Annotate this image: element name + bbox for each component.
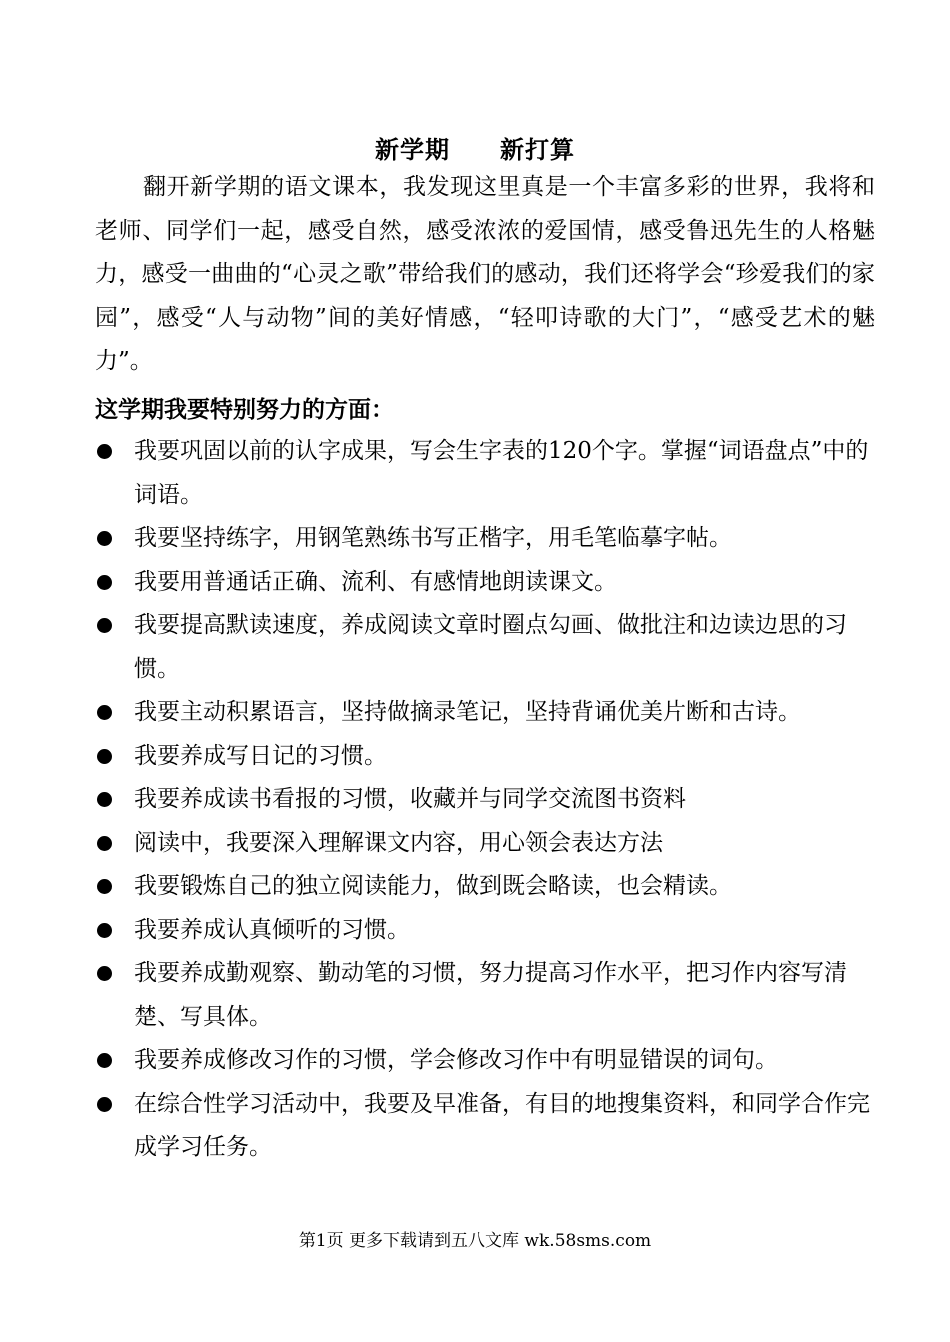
bullet-icon — [97, 966, 112, 981]
bullet-icon — [97, 1097, 112, 1112]
page-footer: 第1页 更多下载请到五八文库 wk.58sms.com — [298, 1231, 652, 1251]
bullet-icon — [97, 531, 112, 546]
list-item-text: 我要提高默读速度，养成阅读文章时圈点勾画、做批注和边读边思的习惯。 — [134, 612, 847, 682]
list-item-text: 我要养成写日记的习惯。 — [134, 742, 387, 769]
intro-paragraph: 翻开新学期的语文课本，我发现这里真是一个丰富多彩的世界，我将和老师、同学们一起，感受自然，感受浓浓的爱国情，感受鲁迅先生的人格魅力，感受一曲曲的“心灵之歌”带给我们的感动，我们还将学会“珍爱我们的家园”，感受“人与动物”间的美好情感，“轻叩诗歌的大门”，“感受艺术的魅力”。 — [95, 174, 875, 374]
bullet-icon — [97, 575, 112, 590]
list-item — [95, 604, 875, 691]
list-item — [95, 778, 875, 822]
bullet-icon — [97, 792, 112, 807]
list-item-text: 我要锻炼自己的独立阅读能力，做到既会略读，也会精读。 — [134, 873, 732, 899]
bullet-icon — [97, 444, 112, 459]
list-item — [95, 691, 875, 735]
list-item — [95, 430, 875, 517]
bullet-icon — [97, 879, 112, 894]
bullet-icon — [97, 923, 112, 938]
list-item-text: 我要坚持练字，用钢笔熟练书写正楷字，用毛笔临摹字帖。 — [134, 525, 732, 551]
bullet-icon — [97, 836, 112, 851]
list-item — [95, 822, 875, 866]
list-item — [95, 909, 875, 953]
list-item — [95, 1039, 875, 1083]
list-item — [95, 865, 875, 909]
list-item-text: 我要主动积累语言，坚持做摘录笔记，坚持背诵优美片断和古诗。 — [134, 699, 801, 725]
bullet-icon — [97, 618, 112, 633]
bullet-icon — [97, 749, 112, 764]
list-item — [95, 517, 875, 561]
list-item-text: 我要巩固以前的认字成果，写会生字表的120个字。掌握“词语盘点”中的词语。 — [134, 438, 869, 508]
list-item — [95, 952, 875, 1039]
list-item-text: 阅读中，我要深入理解课文内容，用心领会表达方法 — [134, 829, 663, 856]
list-item — [95, 1083, 875, 1170]
bullet-icon — [97, 1053, 112, 1068]
list-item-text: 我要用普通话正确、流利、有感情地朗读课文。 — [134, 568, 617, 595]
list-item-text: 我要养成修改习作的习惯，学会修改习作中有明显错误的词句。 — [134, 1047, 778, 1073]
list-item — [95, 561, 875, 605]
page-title: 新学期 新打算 — [375, 135, 575, 164]
list-item-text: 我要养成读书看报的习惯，收藏并与同学交流图书资料 — [134, 786, 686, 812]
list-item-text: 在综合性学习活动中，我要及早准备，有目的地搜集资料，和同学合作完成学习任务。 — [134, 1090, 870, 1160]
bullet-icon — [97, 705, 112, 720]
list-item-text: 我要养成认真倾听的习惯。 — [134, 916, 410, 943]
section-heading: 这学期我要特别努力的方面： — [95, 396, 394, 423]
goal-list — [95, 430, 875, 1170]
list-item — [95, 735, 875, 779]
list-item-text: 我要养成勤观察、勤动笔的习惯，努力提高习作水平，把习作内容写清楚、写具体。 — [134, 960, 847, 1030]
